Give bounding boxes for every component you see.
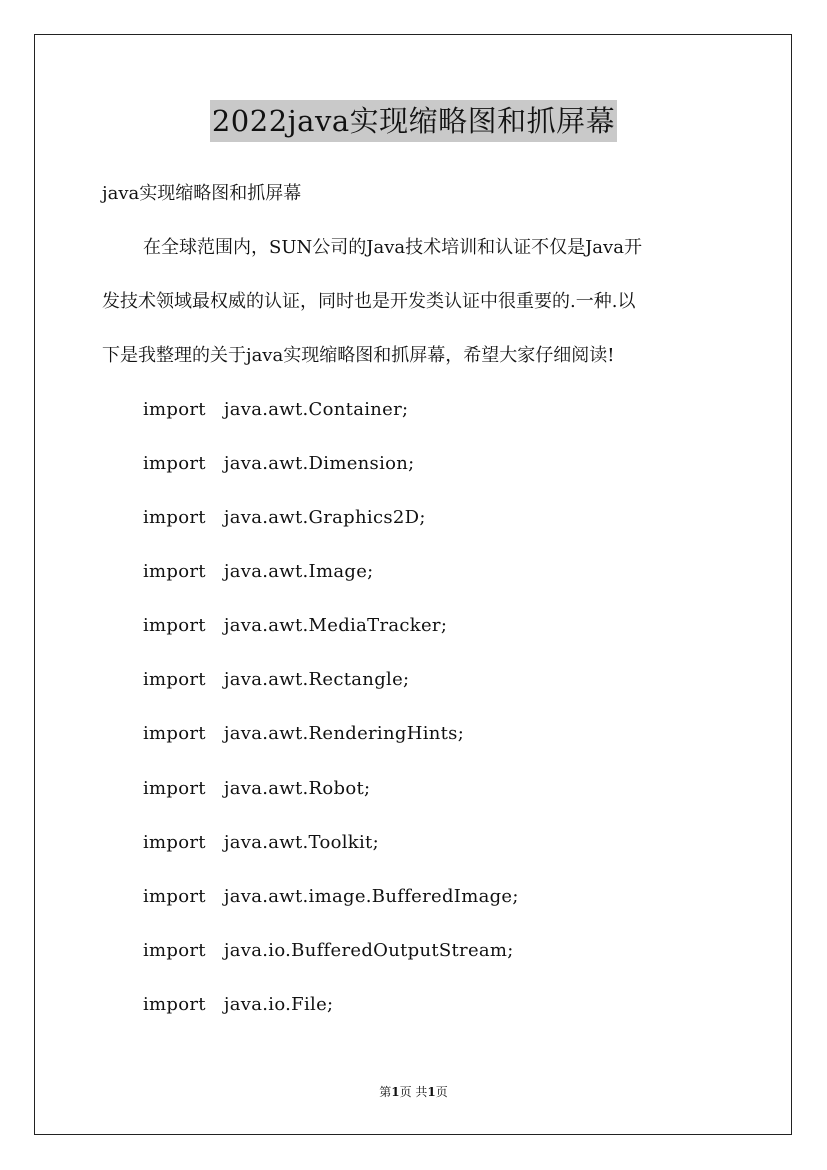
code-keyword: import xyxy=(143,723,206,744)
footer-total-pages: 1 xyxy=(427,1085,436,1099)
footer-page-number: 1 xyxy=(391,1085,400,1099)
paragraph-line-1: 在全球范围内，SUN公司的Java技术培训和认证不仅是Java开 xyxy=(143,237,642,258)
code-keyword: import xyxy=(143,994,206,1015)
code-line xyxy=(143,993,333,1017)
code-import-path: java.awt.Rectangle; xyxy=(223,669,410,690)
title-area xyxy=(0,100,827,142)
code-line xyxy=(143,668,409,692)
code-keyword: import xyxy=(143,399,206,420)
code-line xyxy=(143,939,514,963)
code-import-path: java.awt.Container; xyxy=(223,399,409,420)
code-line xyxy=(143,506,426,530)
code-keyword: import xyxy=(143,507,206,528)
code-keyword: import xyxy=(143,615,206,636)
code-line xyxy=(143,885,519,909)
paragraph-line-3: 下是我整理的关于java实现缩略图和抓屏幕，希望大家仔细阅读! xyxy=(102,345,615,366)
code-line xyxy=(143,560,374,584)
code-import-path: java.awt.Graphics2D; xyxy=(223,507,426,528)
code-keyword: import xyxy=(143,453,206,474)
footer-prefix: 第 xyxy=(379,1085,392,1099)
code-keyword: import xyxy=(143,832,206,853)
code-keyword: import xyxy=(143,886,206,907)
code-keyword: import xyxy=(143,778,206,799)
code-import-path: java.awt.Toolkit; xyxy=(223,832,379,853)
code-keyword: import xyxy=(143,561,206,582)
code-import-path: java.awt.MediaTracker; xyxy=(223,615,448,636)
code-import-path: java.awt.image.BufferedImage; xyxy=(223,886,519,907)
code-line xyxy=(143,831,379,855)
code-keyword: import xyxy=(143,669,206,690)
code-import-path: java.awt.Robot; xyxy=(223,778,371,799)
document-title: 2022java实现缩略图和抓屏幕 xyxy=(210,100,617,142)
code-line xyxy=(143,777,370,801)
code-line xyxy=(143,398,408,422)
footer-suffix: 页 xyxy=(435,1085,448,1099)
code-import-path: java.awt.Dimension; xyxy=(223,453,415,474)
document-subtitle: java实现缩略图和抓屏幕 xyxy=(102,183,302,204)
code-import-path: java.io.BufferedOutputStream; xyxy=(223,940,514,961)
footer-mid: 页 共 xyxy=(399,1085,428,1099)
code-import-path: java.io.File; xyxy=(223,994,334,1015)
code-line xyxy=(143,452,415,476)
paragraph-line-2: 发技术领域最权威的认证，同时也是开发类认证中很重要的.一种.以 xyxy=(102,291,636,312)
code-line xyxy=(143,722,464,746)
code-import-path: java.awt.RenderingHints; xyxy=(223,723,465,744)
code-import-path: java.awt.Image; xyxy=(223,561,374,582)
page-footer xyxy=(0,1084,827,1100)
code-line xyxy=(143,614,447,638)
code-keyword: import xyxy=(143,940,206,961)
